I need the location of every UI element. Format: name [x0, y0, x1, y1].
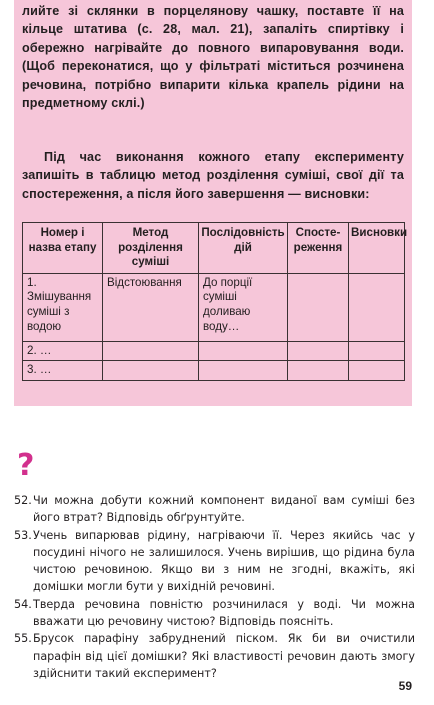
header-conclusions: Висновки [349, 223, 405, 274]
table-cell: 1. Змішування суміші з водою [23, 273, 103, 341]
question-text: Брусок парафіну забруднений піском. Як би ви очистили парафін від цієї домішки? Які властивості речовин дають змогу здійснити такий експеримент? [33, 632, 415, 680]
header-method: Метод розділення суміші [103, 223, 199, 274]
table-cell [199, 341, 288, 361]
header-observations: Спосте-реження [288, 223, 349, 274]
question-number: 55. [14, 632, 32, 646]
list-item [14, 596, 415, 631]
table-cell [349, 273, 405, 341]
experiment-table [22, 222, 408, 381]
question-number: 54. [14, 597, 32, 611]
question-text: Чи можна добути кожний компонент виданої вам суміші без його втрат? Відповідь обґрунтуйте. [33, 494, 415, 525]
table-cell [349, 341, 405, 361]
table-cell [288, 361, 349, 381]
table-cell: 3. … [23, 361, 103, 381]
page-number: 59 [398, 679, 412, 693]
table-instructions-paragraph: Під час виконання кожного етапу експерименту запишіть в таблицю метод розділення суміші, свої дії та спостереження, а після його завершення — висновки: [22, 150, 404, 201]
header-actions: Послідовність дій [199, 223, 288, 274]
table-row [23, 341, 405, 361]
list-item [14, 492, 415, 527]
table-cell: 2. … [23, 341, 103, 361]
experiment-instructions-box [14, 0, 412, 406]
question-text: Тверда речовина повністю розчинилася у воді. Чи можна вважати цю речовину чистою? Відповідь поясніть. [33, 597, 415, 629]
question-number: 52. [14, 494, 32, 507]
table-row [23, 273, 405, 341]
question-text: Учень випарював рідину, нагріваючи її. Через якийсь час у посудині нічого не залишилося. Учень вирішив, що рідина була чистою речовиною. Якщо ви з ним не згодні, вкажіть, які домішки могли бути у вихідній речовині. [33, 528, 415, 594]
table-cell [288, 341, 349, 361]
question-number: 53. [14, 528, 32, 542]
table-cell [288, 273, 349, 341]
table-cell [103, 361, 199, 381]
instructions-paragraph: лийте зі склянки в порцелянову чашку, поставте її на кільце штатива (с. 28, мал. 21), запаліть спиртівку і обережно нагрівайте до повного випаровування води. (Щоб переконатися, що у фільтраті міститься розчинена речовина, потрібно випарити кілька крапель рідини на предметному склі.) [22, 4, 404, 111]
question-list [14, 492, 415, 682]
table-header-row [23, 223, 405, 274]
list-item [14, 527, 415, 596]
table-cell: До порції суміші доливаю воду… [199, 273, 288, 341]
table-cell: Відстоювання [103, 273, 199, 341]
table-row [23, 361, 405, 381]
question-mark-icon: ? [17, 448, 35, 483]
header-stage: Номер і назва етапу [23, 223, 103, 274]
table-cell [349, 361, 405, 381]
table-cell [103, 341, 199, 361]
list-item [14, 630, 415, 682]
table-cell [199, 361, 288, 381]
